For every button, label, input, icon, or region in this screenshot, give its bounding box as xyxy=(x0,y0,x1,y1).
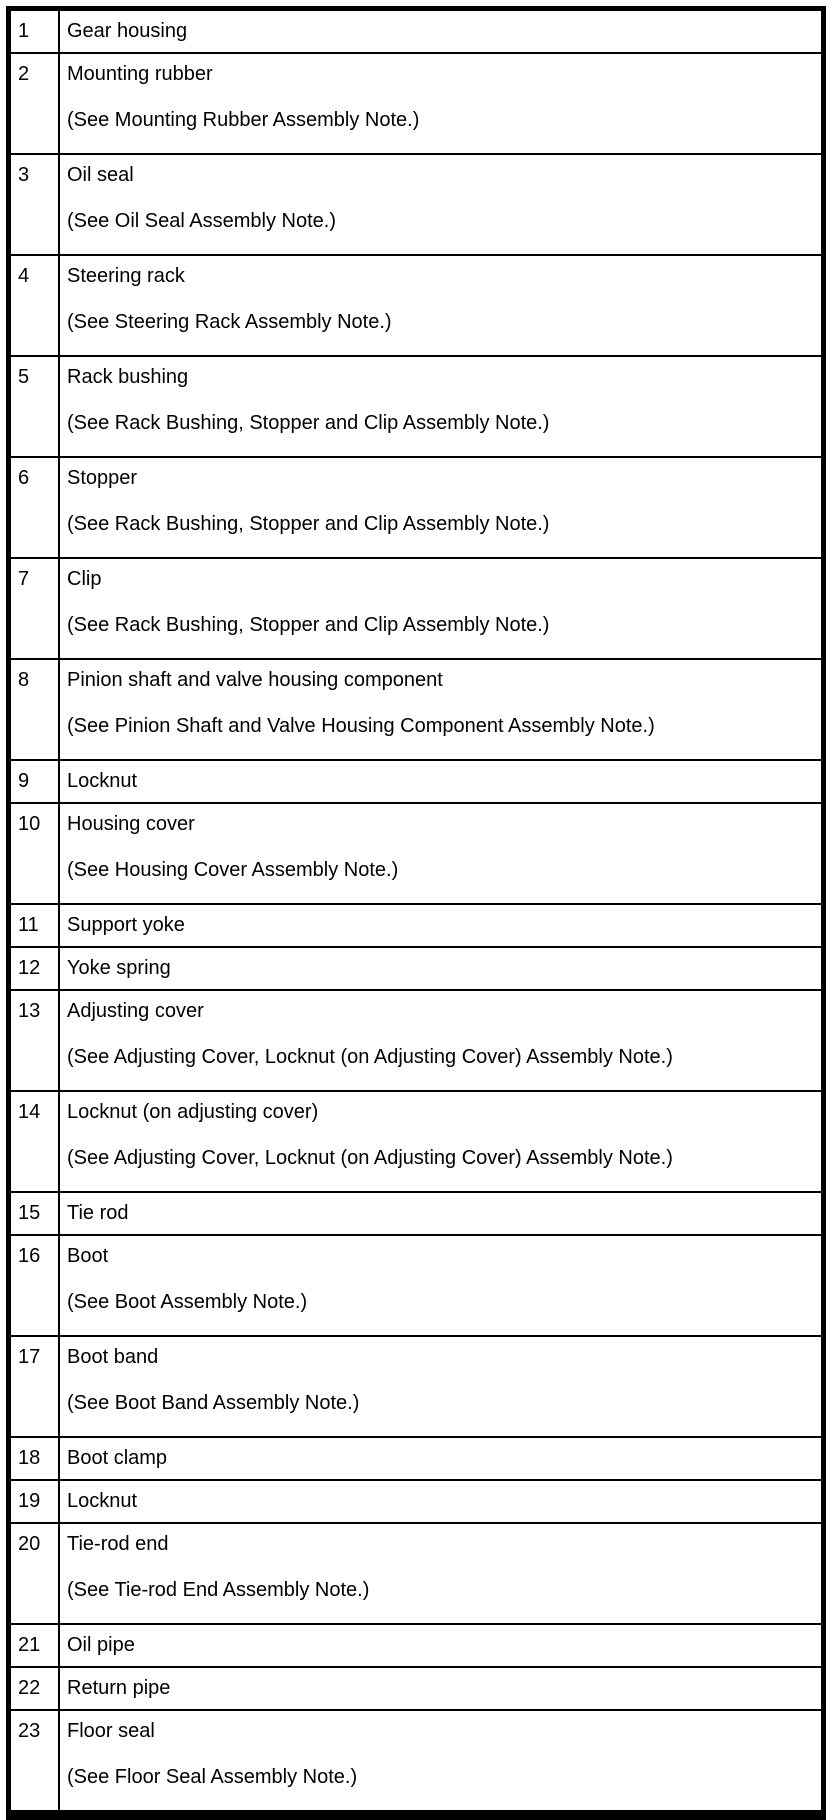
assembly-note: (See Tie-rod End Assembly Note.) xyxy=(67,1579,370,1601)
part-name: Tie rod xyxy=(67,1202,129,1224)
row-number: 17 xyxy=(9,1336,60,1437)
row-description xyxy=(59,356,824,457)
table-row xyxy=(9,760,824,803)
assembly-note: (See Oil Seal Assembly Note.) xyxy=(67,210,336,232)
row-description xyxy=(59,803,824,904)
row-number: 2 xyxy=(9,53,60,154)
row-number: 6 xyxy=(9,457,60,558)
row-description xyxy=(59,659,824,760)
table-row xyxy=(9,803,824,904)
row-description xyxy=(59,1710,824,1815)
table-row xyxy=(9,1667,824,1710)
row-description xyxy=(59,154,824,255)
assembly-note: (See Adjusting Cover, Locknut (on Adjusting Cover) Assembly Note.) xyxy=(67,1147,673,1169)
table-row xyxy=(9,255,824,356)
row-description xyxy=(59,1667,824,1710)
part-name: Locknut xyxy=(67,770,138,792)
row-number: 14 xyxy=(9,1091,60,1192)
row-description xyxy=(59,1091,824,1192)
table-row xyxy=(9,154,824,255)
table-row xyxy=(9,1091,824,1192)
part-name: Mounting rubber xyxy=(67,63,213,85)
row-description xyxy=(59,558,824,659)
row-number: 7 xyxy=(9,558,60,659)
assembly-note: (See Rack Bushing, Stopper and Clip Assembly Note.) xyxy=(67,513,550,535)
table-row xyxy=(9,904,824,947)
assembly-note: (See Housing Cover Assembly Note.) xyxy=(67,859,399,881)
part-name: Boot band xyxy=(67,1346,159,1368)
parts-table xyxy=(6,6,826,1820)
part-name: Return pipe xyxy=(67,1677,171,1699)
assembly-note: (See Rack Bushing, Stopper and Clip Assembly Note.) xyxy=(67,412,550,434)
table-row xyxy=(9,1710,824,1815)
row-number: 3 xyxy=(9,154,60,255)
row-number: 21 xyxy=(9,1624,60,1667)
part-name: Boot xyxy=(67,1245,109,1267)
row-number: 22 xyxy=(9,1667,60,1710)
row-number: 1 xyxy=(9,9,60,54)
part-name: Rack bushing xyxy=(67,366,189,388)
row-number: 5 xyxy=(9,356,60,457)
part-name: Locknut xyxy=(67,1490,138,1512)
assembly-note: (See Mounting Rubber Assembly Note.) xyxy=(67,109,420,131)
row-number: 12 xyxy=(9,947,60,990)
assembly-note: (See Boot Assembly Note.) xyxy=(67,1291,308,1313)
table-row xyxy=(9,659,824,760)
row-number: 13 xyxy=(9,990,60,1091)
assembly-note: (See Floor Seal Assembly Note.) xyxy=(67,1766,358,1788)
parts-table-body xyxy=(9,9,824,1816)
assembly-note: (See Adjusting Cover, Locknut (on Adjusting Cover) Assembly Note.) xyxy=(67,1046,673,1068)
table-row xyxy=(9,1192,824,1235)
part-name: Clip xyxy=(67,568,102,590)
row-number: 23 xyxy=(9,1710,60,1815)
row-number: 15 xyxy=(9,1192,60,1235)
row-description xyxy=(59,760,824,803)
part-name: Oil pipe xyxy=(67,1634,135,1656)
table-row xyxy=(9,1235,824,1336)
table-row xyxy=(9,1336,824,1437)
row-description xyxy=(59,947,824,990)
part-name: Support yoke xyxy=(67,914,185,936)
row-description xyxy=(59,255,824,356)
row-number: 8 xyxy=(9,659,60,760)
table-row xyxy=(9,1523,824,1624)
row-number: 20 xyxy=(9,1523,60,1624)
table-row xyxy=(9,558,824,659)
table-row xyxy=(9,9,824,54)
part-name: Stopper xyxy=(67,467,138,489)
row-number: 16 xyxy=(9,1235,60,1336)
row-number: 10 xyxy=(9,803,60,904)
row-number: 11 xyxy=(9,904,60,947)
row-description xyxy=(59,53,824,154)
part-name: Adjusting cover xyxy=(67,1000,204,1022)
assembly-note: (See Boot Band Assembly Note.) xyxy=(67,1392,360,1414)
row-description xyxy=(59,1624,824,1667)
part-name: Tie-rod end xyxy=(67,1533,169,1555)
table-row xyxy=(9,1480,824,1523)
part-name: Floor seal xyxy=(67,1720,155,1742)
row-description xyxy=(59,990,824,1091)
row-number: 19 xyxy=(9,1480,60,1523)
table-row xyxy=(9,947,824,990)
row-description xyxy=(59,1480,824,1523)
table-row xyxy=(9,457,824,558)
part-name: Steering rack xyxy=(67,265,185,287)
row-description xyxy=(59,1523,824,1624)
row-number: 18 xyxy=(9,1437,60,1480)
table-row xyxy=(9,356,824,457)
part-name: Oil seal xyxy=(67,164,134,186)
row-description xyxy=(59,1437,824,1480)
part-name: Gear housing xyxy=(67,20,188,42)
part-name: Boot clamp xyxy=(67,1447,168,1469)
row-description xyxy=(59,1192,824,1235)
part-name: Yoke spring xyxy=(67,957,171,979)
table-row xyxy=(9,53,824,154)
table-row xyxy=(9,1437,824,1480)
row-description xyxy=(59,1235,824,1336)
assembly-note: (See Rack Bushing, Stopper and Clip Assembly Note.) xyxy=(67,614,550,636)
part-name: Locknut (on adjusting cover) xyxy=(67,1101,319,1123)
row-description xyxy=(59,904,824,947)
row-number: 4 xyxy=(9,255,60,356)
part-name: Housing cover xyxy=(67,813,195,835)
part-name: Pinion shaft and valve housing component xyxy=(67,669,443,691)
table-row xyxy=(9,990,824,1091)
row-number: 9 xyxy=(9,760,60,803)
table-row xyxy=(9,1624,824,1667)
assembly-note: (See Steering Rack Assembly Note.) xyxy=(67,311,392,333)
row-description xyxy=(59,9,824,54)
row-description xyxy=(59,1336,824,1437)
assembly-note: (See Pinion Shaft and Valve Housing Component Assembly Note.) xyxy=(67,715,655,737)
row-description xyxy=(59,457,824,558)
